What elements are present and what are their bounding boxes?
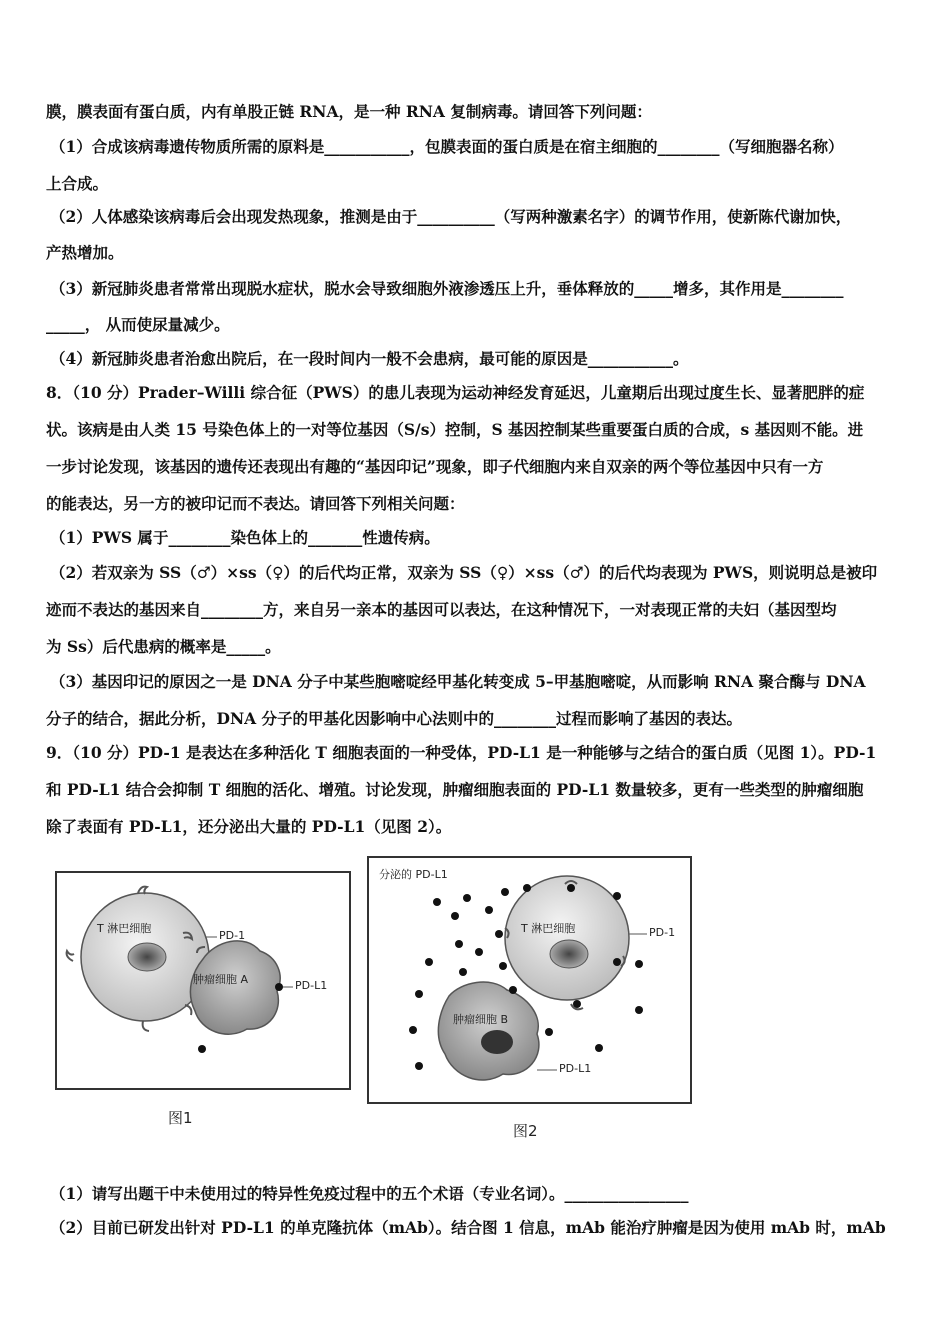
text-line-21: 除了表面有 PD-L1，还分泌出大量的 PD-L1（见图 2）。 xyxy=(46,817,452,836)
text-line-14: （2）若双亲为 SS（♂）×ss（♀）的后代均正常，双亲为 SS（♀）×ss（♂）的后代均表现为 PWS，则说明总是被印 xyxy=(50,563,878,582)
text-line-17: （3）基因印记的原因之一是 DNA 分子中某些胞嘧啶经甲基化转变成 5–甲基胞嘧啶，从而影响 RNA 聚合酶与 DNA xyxy=(50,672,866,691)
text-line-4: （2）人体感染该病毒后会出现发热现象，推测是由于__________（写两种激素名字）的调节作用，使新陈代谢加快， xyxy=(50,207,852,226)
text-line-5: 产热增加。 xyxy=(46,243,124,262)
text-line-20: 和 PD-L1 结合会抑制 T 细胞的活化、增殖。讨论发现，肿瘤细胞表面的 PD-L1 数量较多，更有一些类型的肿瘤细胞 xyxy=(46,780,864,799)
fig2-pd1-label: PD-1 xyxy=(649,926,676,939)
text-line-9: 8．（10 分）Prader–Willi 综合征（PWS）的患儿表现为运动神经发育延迟，儿童期后出现过度生长、显著肥胖的症 xyxy=(46,383,865,402)
fig1-caption: 图1 xyxy=(168,1109,193,1127)
fig2-pdl1-label: PD-L1 xyxy=(559,1062,592,1075)
text-line-8: （4）新冠肺炎患者治愈出院后，在一段时间内一般不会患病，最可能的原因是___________。 xyxy=(50,349,689,368)
text-line-7: _____， 从而使尿量减少。 xyxy=(46,315,230,334)
text-line-18: 分子的结合，据此分析，DNA 分子的甲基化因影响中心法则中的________过程而影响了基因的表达。 xyxy=(46,709,743,728)
text-line-10: 状。该病是由人类 15 号染色体上的一对等位基因（S/s）控制，S 基因控制某些重要蛋白质的合成，s 基因则不能。进 xyxy=(46,420,864,439)
text-line-6: （3）新冠肺炎患者常常出现脱水症状，脱水会导致细胞外液渗透压上升，垂体释放的_____增多，其作用是________ xyxy=(50,279,844,298)
text-line-2: （1）合成该病毒遗传物质所需的原料是___________，包膜表面的蛋白质是在宿主细胞的________（写细胞器名称） xyxy=(50,137,844,156)
text-line-16: 为 Ss）后代患病的概率是_____。 xyxy=(46,637,281,656)
text-line-1: 膜，膜表面有蛋白质，内有单股正链 RNA，是一种 RNA 复制病毒。请回答下列问题： xyxy=(46,102,652,121)
text-line-13: （1）PWS 属于________染色体上的_______性遗传病。 xyxy=(50,528,440,547)
fig2-tumor-label: 肿瘤细胞 B xyxy=(453,1013,509,1026)
text-line-3: 上合成。 xyxy=(46,174,109,193)
fig2-secreted-label: 分泌的 PD-L1 xyxy=(379,868,448,881)
fig2-caption: 图2 xyxy=(513,1122,538,1140)
figure-2 xyxy=(367,856,692,1106)
text-line-22: （1）请写出题干中未使用过的特异性免疫过程中的五个术语（专业名词）。________________ xyxy=(50,1184,689,1203)
fig1-tumor-label: 肿瘤细胞 A xyxy=(193,973,249,986)
text-line-12: 的能表达，另一方的被印记而不表达。请回答下列相关问题： xyxy=(46,494,465,513)
fig2-t-cell-label: T 淋巴细胞 xyxy=(521,922,576,935)
fig1-pdl1-label: PD-L1 xyxy=(295,979,328,992)
fig1-t-cell-label: T 淋巴细胞 xyxy=(97,922,152,935)
text-line-15: 迹而不表达的基因来自________方，来自另一亲本的基因可以表达，在这种情况下，一对表现正常的夫妇（基因型均 xyxy=(46,600,837,619)
figure-1 xyxy=(55,871,351,1090)
text-line-23: （2）目前已研发出针对 PD-L1 的单克隆抗体（mAb）。结合图 1 信息，mAb 能治疗肿瘤是因为使用 mAb 时，mAb xyxy=(50,1218,886,1237)
fig1-pd1-label: PD-1 xyxy=(219,929,246,942)
text-line-19: 9．（10 分）PD-1 是表达在多种活化 T 细胞表面的一种受体，PD-L1 是一种能够与之结合的蛋白质（见图 1）。PD-1 xyxy=(46,743,877,762)
text-line-11: 一步讨论发现，该基因的遗传还表现出有趣的“基因印记”现象，即子代细胞内来自双亲的两个等位基因中只有一方 xyxy=(46,457,824,476)
